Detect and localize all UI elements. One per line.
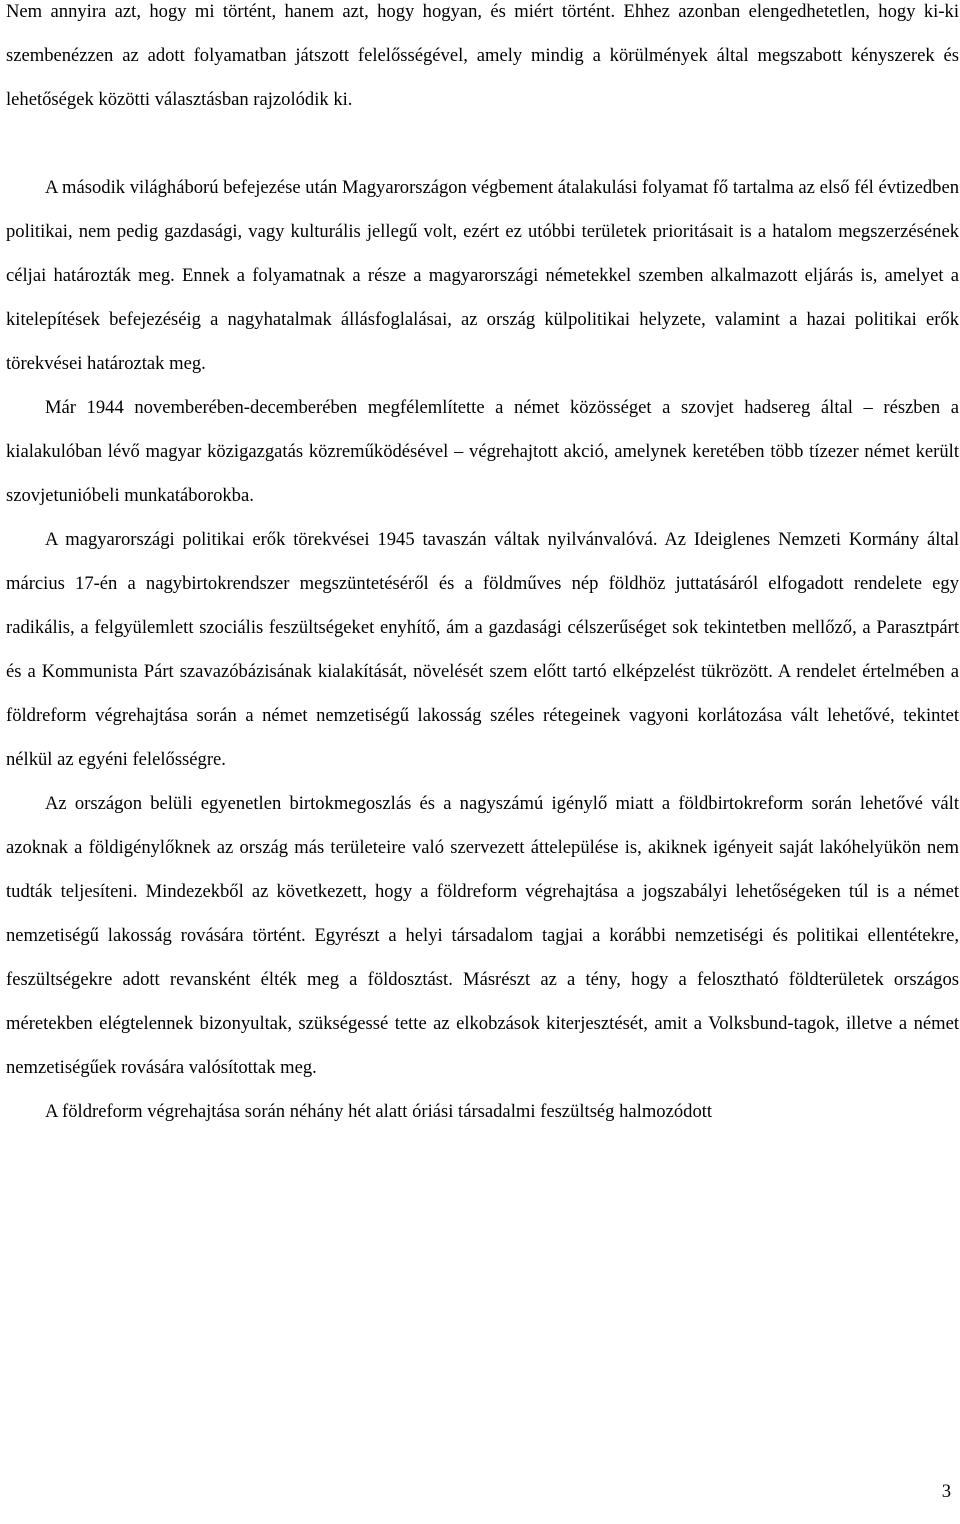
paragraph-1944-deportation: Már 1944 novemberében-decemberében megfélemlítette a német közösséget a szovjet hadsereg által – részben a kialakulóban lévő magyar közigazgatás közreműködésével – végrehajtott akció, amelynek keretében több tízezer német került szovjetunióbeli munkatáborokba. bbox=[6, 397, 959, 506]
paragraph-postwar-transformation: A második világháború befejezése után Magyarországon végbement átalakulási folyamat fő tartalma az első fél évtizedben politikai, nem pedig gazdasági, vagy kulturális jellegű volt, ezért ez utóbbi területek prioritásait is a hatalom megszerzésének céljai határozták meg. Ennek a folyamatnak a része a magyarországi németekkel szemben alkalmazott eljárás is, amelyet a kitelepítések befejezéséig a nagyhatalmak állásfoglalásai, az ország külpolitikai helyzete, valamint a hazai politikai erők törekvései határoztak meg. bbox=[6, 177, 959, 374]
paragraph-1945-land-reform: A magyarországi politikai erők törekvései 1945 tavaszán váltak nyilvánvalóvá. Az Ideiglenes Nemzeti Kormány által március 17-én a nagybirtokrendszer megszüntetéséről és a földműves nép földhöz juttatásáról elfogadott rendelete egy radikális, a felgyülemlett szociális feszültségeket enyhítő, ám a gazdasági célszerűséget sok tekintetben mellőző, a Parasztpárt és a Kommunista Párt szavazóbázisának kialakítását, növelését szem előtt tartó elképzelést tükrözött. A rendelet értelmében a földreform végrehajtása során a német nemzetiségű lakosság széles rétegeinek vagyoni korlátozása vált lehetővé, tekintet nélkül az egyéni felelősségre. bbox=[6, 529, 959, 770]
paragraph-uneven-land-distribution: Az országon belüli egyenetlen birtokmegoszlás és a nagyszámú igénylő miatt a földbirtokreform során lehetővé vált azoknak a földigénylőknek az ország más területeire való szervezett áttelepülése is, akiknek igényeit saját lakóhelyükön nem tudták teljesíteni. Mindezekből az következett, hogy a földreform végrehajtása a jogszabályi lehetőségeken túl is a német nemzetiségű lakosság rovására történt. Egyrészt a helyi társadalom tagjai a korábbi nemzetiségi és politikai ellentétekre, feszültségekre adott revansként élték meg a földosztást. Másrészt az a tény, hogy a felosztható földterületek országos méretekben elégtelennek bizonyultak, szükségessé tette az elkobzások kiterjesztését, amit a Volksbund-tagok, illetve a német nemzetiségűek rovására valósítottak meg. bbox=[6, 793, 959, 1078]
paragraph-gap bbox=[6, 122, 959, 166]
paragraph-social-tension: A földreform végrehajtása során néhány hét alatt óriási társadalmi feszültség halmozódott bbox=[45, 1101, 713, 1122]
page-number: 3 bbox=[941, 1481, 951, 1502]
document-page bbox=[6, 0, 959, 1134]
paragraph-intro-end: Nem annyira azt, hogy mi történt, hanem azt, hogy hogyan, és miért történt. Ehhez azonban elengedhetetlen, hogy ki-ki szembenézzen az adott folyamatban játszott felelősségével, amely mindig a körülmények által megszabott kényszerek és lehetőségek közötti választásban rajzolódik ki. bbox=[6, 1, 959, 110]
